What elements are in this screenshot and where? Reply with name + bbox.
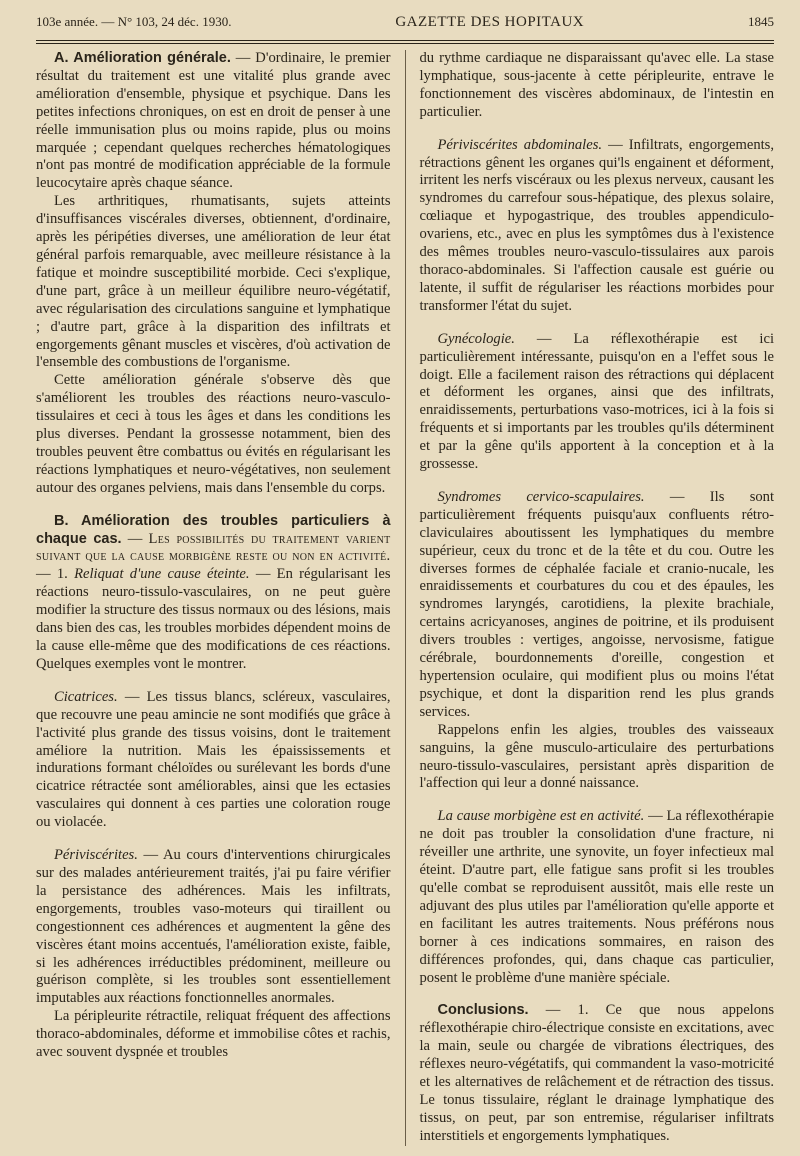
- paragraph-text: — Infiltrats, engorgements, rétractions gênent les organes qui'ls engainent et déforment, irritent les nerfs viscéraux ou les plexus nerveux, causant les syndromes du carrefour sous-hépatique, des plexus solaire, cœliaque et hypogastrique, des troubles appendiculo-ovariens, etc., avec en plus les symptômes dus à l'existence des mêmes troubles neuro-vasculo-tissulaires aux parois thoraco-abdominales. Si l'affection causale est guérie ou latente, il suffit de régulariser les réactions morbides pour transformer l'état du sujet.: [419, 136, 775, 314]
- subheading: Périviscérites abdominales.: [437, 136, 603, 153]
- right-column: [420, 50, 775, 1146]
- section-a-heading: A. Amélioration générale.: [54, 50, 231, 66]
- paragraph-text: — 1. Ce que nous appelons réflexothérapie chiro-électrique consiste en excitations, avec la main, seule ou chargée de vibrations électriques, des réflexes neuro-végétatifs, qui commandent la vaso-motricité et les alternatives de relâchement et de rétraction des tissus. Le tonus tissulaire, réglant le drainage lymphatique des tissus, on peut, par son entremise, régulariser infiltrats interstitiels et engorgements lymphatiques.: [419, 1002, 775, 1144]
- header-rule-thin: [36, 43, 774, 44]
- header-issue: 103e année. — N° 103, 24 déc. 1930.: [36, 14, 232, 29]
- paragraph: [420, 489, 775, 722]
- header-page-number: 1845: [748, 14, 774, 29]
- subheading: Cicatrices.: [54, 688, 118, 705]
- paragraph-text: — Ils sont particulièrement fréquents puisqu'aux confluents rétro-claviculaires aboutissent les lymphatiques du membre supérieur, ceux du tronc et de la tête et du cou. Outre les diverses formes de céphalée faciale et cranio-nucale, les enraidissements et courbatures du cou et des épaules, les syndromes laryngés, carotidiens, la plexite brachiale, certains acricyanoses, angines de poitrine, et ils produisent divers troubles : vertiges, angoisse, nervosisme, fatigue cérébrale, bourdonnements d'oreille, congestion et hypertension oculaire, qui modifient plus ou moins l'état psychique, et dont la disparition rend les plus grands services.: [419, 488, 775, 720]
- paragraph: du rythme cardiaque ne disparaissant qu'avec elle. La stase lymphatique, sous-jacente à cette péripleurite, entrave le fonctionnement des viscères abdominaux, de l'intestin en particulier.: [419, 50, 775, 120]
- list-number: — 1.: [36, 566, 68, 583]
- section-b-heading: B. Amélioration des troubles particuliers à chaque cas.: [36, 512, 391, 547]
- paragraph-text: — Au cours d'interventions chirurgicales sur des malades antérieurement traités, j'ai pu faire vérifier la persistance des adhérences. Mais les infiltrats, engorgements, troubles vaso-moteurs qui tiraillent ou congestionnent ces adhérences et augmentent la gêne des viscères étant moins accentués, l'amélioration existe, faible, si les adhérences irréductibles prédominent, meilleure ou guérison complète, si les troubles sont essentiellement imputables aux réactions fonctionnelles anormales.: [36, 847, 391, 1007]
- paragraph: La péripleurite rétractile, reliquat fréquent des affections thoraco-abdominales, déforme et immobilise côtes et rachis, avec souvent dyspnée et troubles: [36, 1008, 391, 1061]
- running-header: [36, 14, 774, 38]
- header-journal-title: GAZETTE DES HOPITAUX: [395, 14, 585, 30]
- paragraph-text: — La réflexothérapie ne doit pas troubler la consolidation d'une fracture, ni réveiller une arthrite, une synovite, un foyer infectieux mal éteint. D'autre part, elle fatigue sans profit si les troubles qu'elle combat se reproduisent aussitôt, mais elle reste un adjuvant des plus utiles par l'amélioration qu'elle apporte et en facilitant les autres traitements. Nous préférons nous borner à ces indications sommaires, en raison des différences profondes, qui, dans chaque cas particulier, posent le problème d'une manière spéciale.: [419, 808, 775, 986]
- subheading: Reliquat d'une cause éteinte.: [74, 566, 250, 583]
- subheading: Gynécologie.: [437, 330, 515, 347]
- article-columns: [36, 50, 774, 1146]
- conclusions-heading: Conclusions.: [437, 1002, 529, 1019]
- paragraph: [36, 50, 391, 193]
- paragraph-text: — Les tissus blancs, scléreux, vasculaires, que recouvre une peau amincie ne sont modifiés que grâce à l'activité plus grande des tissus voisins, dont le traitement améliore la nutrition. Mais les épaississements et indurations formant chéloïdes ou surélevant les bords d'une cicatrice rétractée sont améliorables, ainsi que les ectasies vasculaires qui donnent à ces parties une coloration rouge ou violacée.: [36, 688, 391, 831]
- subheading: La cause morbigène est en activité.: [437, 808, 645, 825]
- subheading: Syndromes cervico-scapulaires.: [437, 488, 645, 505]
- column-divider: [405, 50, 406, 1146]
- paragraph: Rappelons enfin les algies, troubles des vaisseaux sanguins, la gêne musculo-articulaire des perturbations neuro-tissulo-vasculaires, persistant après disparition de l'affection qui leur a donné naissance.: [419, 721, 775, 792]
- paragraph-text: — D'ordinaire, le premier résultat du traitement est une vitalité plus grande avec amélioration d'ensemble, physique et psychique. Dans les petites infections chroniques, on est en droit de penser à une réelle immunisation plus ou moins rapide, plus ou moins marquée ; cependant quelques recherches hématologiques n'ont pas montré de modification appréciable de la formule leucocytaire après chaque séance.: [36, 50, 391, 192]
- paragraph: [36, 689, 391, 832]
- paragraph: Les arthritiques, rhumatisants, sujets atteints d'insuffisances viscérales diverses, obtiennent, d'ordinaire, après les péripéties diverses, une amélioration de leur état général parfois remarquable, avec meilleure résistance à la fatique et moindre susceptibilité morbide. Ceci s'explique, d'une part, grâce à un meilleur équilibre neuro-végétatif, avec régularisation des circulations sanguine et lymphatique ; d'autre part, grâce à la disparition des infiltrats et engorgements gênant muscles et viscères, d'où activation de l'ensemble des combustions de l'organisme.: [36, 193, 391, 371]
- left-column: [36, 50, 391, 1146]
- paragraph: [420, 331, 775, 474]
- paragraph: B. Amélioration des troubles particuliers à chaque cas. — Les possibilités du traitement varient suivant que la cause morbigène reste ou non en activité. — 1. Reliquat d'une cause éteinte. — En régularisant les réactions neuro-tissulo-vasculaires, on ne peut guère modifier la structure des tissus normaux ou des lésions, mais dans bien des cas, les troubles morbides dépendent moins de la cause elle-même que des modifications de ces réactions. Quelques exemples vont le montrer.: [36, 512, 391, 672]
- paragraph-text: — La réflexothérapie est ici particulièrement intéressante, puisqu'on en a l'effet sous le doigt. Elle a facilement raison des rétractions qui déplacent et déforment les organes, ainsi que des infiltrats, enraidissements, perturbations vaso-motrices, ici à la fois si fréquents et si importants par les troubles qu'ils déterminent et par la gêne qu'ils apportent à la conception et à la grossesse.: [419, 330, 775, 473]
- paragraph: [420, 137, 775, 316]
- paragraph: [420, 1002, 775, 1145]
- header-rule: [36, 40, 774, 41]
- paragraph: [420, 808, 775, 987]
- subheading: Périviscérites.: [54, 847, 138, 864]
- paragraph-text: — En régularisant les réactions neuro-tissulo-vasculaires, on ne peut guère modifier la structure des tissus normaux ou des lésions, mais dans bien des cas, les troubles morbides dépendent moins de la cause elle-même que des modifications de ces réactions. Quelques exemples vont le montrer.: [36, 566, 391, 672]
- paragraph: [36, 847, 391, 1008]
- paragraph: Cette amélioration générale s'observe dès que s'améliorent les troubles des réactions neuro-vasculo-tissulaires et ceci à tous les âges et dans les conditions les plus diverses. Pendant la grossesse notamment, bien des troubles peuvent être combattus ou évités en régularisant les réactions lymphatiques et neuro-végétatives, non seulement autour des organes pelviens, mais dans l'ensemble du corps.: [36, 372, 391, 496]
- small-caps-text: Les possibilités du traitement varient suivant que la cause morbigène reste ou non en activité.: [36, 530, 391, 565]
